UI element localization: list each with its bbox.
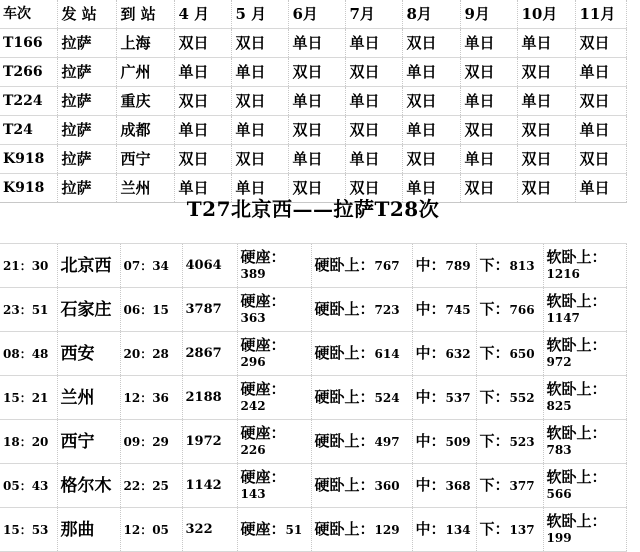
schedule-header-cell: 8月 [402,0,460,29]
fare-row [0,244,626,288]
hard-seat-label: 硬座： [240,467,286,486]
fare-row [0,464,626,508]
fare-row [0,420,626,464]
schedule-header-cell: 4 月 [174,0,231,29]
fare-body [0,244,626,552]
station-cell [57,288,120,332]
departure-time: 18：20 [3,434,49,449]
schedule-header-row [0,0,626,29]
distance: 4064 [185,257,222,273]
hard-sleeper-upper-cell [311,376,412,420]
hard-seat-price: 226 [240,442,266,457]
hard-sleeper-lower-label: 下： [479,344,510,362]
station-cell [57,420,120,464]
soft-sleeper-upper-label: 软卧上： [546,379,607,398]
departure-time-cell [0,420,57,464]
hard-sleeper-lower-price: 766 [509,303,535,317]
hard-sleeper-upper-cell [311,420,412,464]
hard-seat-cell [237,332,311,376]
hard-sleeper-middle-cell [412,508,476,552]
hard-seat-price: 143 [240,486,266,501]
soft-sleeper-upper-label: 软卧上： [546,467,607,486]
schedule-cell: 单日 [345,29,402,58]
schedule-cell: K918 [0,174,57,203]
hard-seat-label: 硬座： [240,247,286,266]
distance: 3787 [185,301,222,317]
departure-time: 15：53 [3,522,49,537]
soft-sleeper-upper-label: 软卧上： [546,291,607,310]
schedule-cell: 单日 [231,116,288,145]
distance-cell [182,244,237,288]
hard-sleeper-lower-label: 下： [479,520,510,538]
schedule-cell: T24 [0,116,57,145]
schedule-cell: 拉萨 [57,58,116,87]
hard-sleeper-middle-cell [412,332,476,376]
departure-time-cell [0,288,57,332]
schedule-cell: 双日 [402,87,460,116]
schedule-cell: 单日 [174,116,231,145]
hard-sleeper-upper-price: 524 [374,391,400,405]
hard-sleeper-lower-price: 377 [509,479,535,493]
hard-sleeper-lower-price: 137 [509,523,535,537]
hard-sleeper-middle-cell [412,464,476,508]
schedule-cell: 重庆 [116,87,174,116]
hard-sleeper-middle-label: 中： [415,520,446,538]
schedule-cell: 拉萨 [57,145,116,174]
hard-sleeper-upper-cell [311,464,412,508]
hard-sleeper-middle-price: 134 [445,523,471,537]
hard-sleeper-middle-cell [412,376,476,420]
soft-sleeper-upper-price: 1216 [546,266,580,281]
hard-sleeper-lower-price: 523 [509,435,535,449]
station-cell [57,508,120,552]
distance: 322 [185,521,213,537]
hard-seat-cell [237,376,311,420]
arrival-time: 22：25 [123,478,169,493]
hard-sleeper-upper-label: 硬卧上： [314,344,375,362]
schedule-cell: 双日 [460,58,517,87]
hard-sleeper-lower-label: 下： [479,432,510,450]
hard-sleeper-lower-label: 下： [479,476,510,494]
departure-time: 08：48 [3,346,49,361]
distance-cell [182,376,237,420]
schedule-header-cell: 5 月 [231,0,288,29]
distance: 2188 [185,389,222,405]
schedule-cell: 双日 [402,29,460,58]
schedule-cell: 双日 [402,145,460,174]
departure-time-cell [0,508,57,552]
arrival-time-cell [120,464,182,508]
schedule-row [0,145,626,174]
departure-time: 15：21 [3,390,49,405]
departure-time-cell [0,376,57,420]
schedule-cell: T166 [0,29,57,58]
schedule-cell: T224 [0,87,57,116]
schedule-cell: 双日 [345,116,402,145]
hard-sleeper-middle-label: 中： [415,300,446,318]
arrival-time: 06：15 [123,302,169,317]
schedule-cell: 单日 [460,145,517,174]
distance-cell [182,288,237,332]
station-cell [57,464,120,508]
schedule-cell: 单日 [460,29,517,58]
hard-sleeper-lower-cell [476,288,543,332]
hard-sleeper-upper-cell [311,288,412,332]
schedule-cell: 成都 [116,116,174,145]
schedule-header-cell: 发 站 [57,0,116,29]
schedule-cell: 上海 [116,29,174,58]
soft-sleeper-upper-label: 软卧上： [546,247,607,266]
hard-sleeper-upper-label: 硬卧上： [314,388,375,406]
hard-sleeper-upper-label: 硬卧上： [314,520,375,538]
arrival-time: 20：28 [123,346,169,361]
hard-sleeper-upper-price: 767 [374,259,400,273]
schedule-cell: 双日 [517,174,575,203]
schedule-cell: 双日 [575,87,626,116]
hard-seat-price: 363 [240,310,266,325]
hard-sleeper-middle-label: 中： [415,476,446,494]
distance: 2867 [185,345,222,361]
soft-sleeper-upper-label: 软卧上： [546,511,607,530]
departure-time: 21：30 [3,258,49,273]
hard-sleeper-middle-price: 509 [445,435,471,449]
hard-seat-price: 389 [240,266,266,281]
fare-row [0,332,626,376]
schedule-header-cell: 9月 [460,0,517,29]
hard-sleeper-upper-cell [311,508,412,552]
schedule-cell: 双日 [517,116,575,145]
arrival-time: 09：29 [123,434,169,449]
schedule-cell: 单日 [460,87,517,116]
hard-sleeper-upper-label: 硬卧上： [314,432,375,450]
schedule-cell: 单日 [231,174,288,203]
schedule-cell: 双日 [345,58,402,87]
schedule-header-cell: 6月 [288,0,345,29]
arrival-time-cell [120,508,182,552]
hard-sleeper-lower-cell [476,244,543,288]
schedule-row [0,58,626,87]
station-cell [57,332,120,376]
schedule-cell: 单日 [402,58,460,87]
hard-sleeper-middle-label: 中： [415,432,446,450]
soft-sleeper-upper-cell [543,288,626,332]
hard-seat-label: 硬座： [240,379,286,398]
schedule-header-cell: 到 站 [116,0,174,29]
departure-time-cell [0,464,57,508]
hard-sleeper-middle-label: 中： [415,344,446,362]
schedule-cell: 单日 [402,116,460,145]
soft-sleeper-upper-price: 566 [546,486,572,501]
fare-row [0,508,626,552]
schedule-cell: 单日 [517,29,575,58]
soft-sleeper-upper-cell [543,244,626,288]
hard-sleeper-lower-price: 650 [509,347,535,361]
schedule-cell: 单日 [288,145,345,174]
soft-sleeper-upper-label: 软卧上： [546,423,607,442]
hard-sleeper-middle-price: 745 [445,303,471,317]
schedule-row [0,29,626,58]
hard-sleeper-upper-price: 614 [374,347,400,361]
hard-sleeper-upper-price: 497 [374,435,400,449]
hard-seat-price: 51 [285,523,303,537]
schedule-cell: 单日 [575,174,626,203]
schedule-header-cell: 11月 [575,0,626,29]
schedule-cell: 双日 [288,58,345,87]
schedule-cell: 单日 [517,87,575,116]
soft-sleeper-upper-label: 软卧上： [546,335,607,354]
distance-cell [182,508,237,552]
arrival-time: 07：34 [123,258,169,273]
fare-row [0,376,626,420]
hard-seat-label: 硬座： [240,335,286,354]
schedule-header-cell: 10月 [517,0,575,29]
hard-sleeper-upper-price: 360 [374,479,400,493]
station-name: 石家庄 [60,299,112,320]
soft-sleeper-upper-cell [543,420,626,464]
station-name: 西安 [60,343,95,364]
hard-sleeper-lower-label: 下： [479,388,510,406]
arrival-time-cell [120,420,182,464]
hard-seat-label: 硬座： [240,520,286,538]
hard-seat-cell [237,464,311,508]
schedule-cell: 单日 [288,29,345,58]
hard-sleeper-lower-cell [476,464,543,508]
schedule-cell: 双日 [174,29,231,58]
station-cell [57,244,120,288]
schedule-cell: 单日 [575,58,626,87]
distance-cell [182,332,237,376]
station-name: 西宁 [60,431,95,452]
schedule-cell: 单日 [174,174,231,203]
schedule-cell: 拉萨 [57,116,116,145]
hard-sleeper-lower-cell [476,376,543,420]
hard-sleeper-lower-cell [476,508,543,552]
soft-sleeper-upper-cell [543,508,626,552]
hard-seat-cell [237,508,311,552]
distance-cell [182,420,237,464]
station-name: 格尔木 [60,475,112,496]
schedule-cell: 单日 [575,116,626,145]
schedule-cell: 双日 [575,145,626,174]
hard-sleeper-upper-label: 硬卧上： [314,256,375,274]
departure-time-cell [0,244,57,288]
schedule-cell: 单日 [231,58,288,87]
schedule-cell: 双日 [575,29,626,58]
hard-sleeper-middle-price: 632 [445,347,471,361]
schedule-cell: 兰州 [116,174,174,203]
departure-time: 23：51 [3,302,49,317]
schedule-cell: 单日 [345,87,402,116]
schedule-cell: 双日 [174,145,231,174]
schedule-row [0,116,626,145]
hard-sleeper-middle-cell [412,244,476,288]
schedule-cell: 拉萨 [57,174,116,203]
schedule-cell: 双日 [460,174,517,203]
hard-sleeper-middle-label: 中： [415,256,446,274]
hard-sleeper-upper-price: 723 [374,303,400,317]
schedule-cell: 单日 [288,87,345,116]
station-cell [57,376,120,420]
soft-sleeper-upper-price: 783 [546,442,572,457]
schedule-cell: T266 [0,58,57,87]
soft-sleeper-upper-cell [543,376,626,420]
hard-sleeper-upper-price: 129 [374,523,400,537]
schedule-cell: 双日 [288,116,345,145]
schedule-cell: K918 [0,145,57,174]
schedule-cell: 广州 [116,58,174,87]
hard-sleeper-middle-price: 368 [445,479,471,493]
soft-sleeper-upper-price: 199 [546,530,572,545]
schedule-cell: 双日 [460,116,517,145]
hard-sleeper-middle-cell [412,420,476,464]
departure-time-cell [0,332,57,376]
arrival-time-cell [120,332,182,376]
soft-sleeper-upper-cell [543,464,626,508]
distance: 1142 [185,477,222,493]
schedule-cell: 拉萨 [57,29,116,58]
hard-sleeper-upper-cell [311,332,412,376]
hard-seat-price: 242 [240,398,266,413]
schedule-header-cell: 7月 [345,0,402,29]
hard-sleeper-upper-label: 硬卧上： [314,300,375,318]
schedule-cell: 拉萨 [57,87,116,116]
arrival-time-cell [120,376,182,420]
schedule-cell: 双日 [517,145,575,174]
station-name: 北京西 [60,255,112,276]
soft-sleeper-upper-cell [543,332,626,376]
hard-sleeper-lower-price: 552 [509,391,535,405]
schedule-cell: 双日 [174,87,231,116]
hard-sleeper-lower-label: 下： [479,300,510,318]
soft-sleeper-upper-price: 972 [546,354,572,369]
hard-sleeper-upper-label: 硬卧上： [314,476,375,494]
hard-seat-price: 296 [240,354,266,369]
schedule-row [0,87,626,116]
train-schedule-table [0,0,627,203]
schedule-cell: 双日 [288,174,345,203]
schedule-cell: 双日 [517,58,575,87]
schedule-body [0,0,626,203]
route-title: T27北京西——拉萨T28次 [186,197,440,221]
fare-row [0,288,626,332]
hard-seat-cell [237,288,311,332]
fare-table [0,243,627,552]
schedule-cell: 双日 [345,174,402,203]
hard-seat-label: 硬座： [240,423,286,442]
arrival-time: 12：05 [123,522,169,537]
hard-sleeper-upper-cell [311,244,412,288]
schedule-cell: 单日 [345,145,402,174]
hard-sleeper-lower-cell [476,332,543,376]
hard-sleeper-lower-label: 下： [479,256,510,274]
distance-cell [182,464,237,508]
soft-sleeper-upper-price: 825 [546,398,572,413]
schedule-cell: 双日 [231,87,288,116]
hard-sleeper-middle-price: 789 [445,259,471,273]
hard-seat-cell [237,244,311,288]
hard-sleeper-lower-price: 813 [509,259,535,273]
schedule-cell: 双日 [231,29,288,58]
station-name: 兰州 [60,387,95,408]
hard-seat-cell [237,420,311,464]
schedule-header-cell: 车次 [0,0,57,29]
hard-sleeper-lower-cell [476,420,543,464]
schedule-cell: 西宁 [116,145,174,174]
station-name: 那曲 [60,519,95,540]
schedule-cell: 单日 [402,174,460,203]
hard-seat-label: 硬座： [240,291,286,310]
hard-sleeper-middle-cell [412,288,476,332]
soft-sleeper-upper-price: 1147 [546,310,580,325]
hard-sleeper-middle-price: 537 [445,391,471,405]
hard-sleeper-middle-label: 中： [415,388,446,406]
arrival-time: 12：36 [123,390,169,405]
distance: 1972 [185,433,222,449]
departure-time: 05：43 [3,478,49,493]
schedule-cell: 双日 [231,145,288,174]
arrival-time-cell [120,244,182,288]
arrival-time-cell [120,288,182,332]
schedule-cell: 单日 [174,58,231,87]
